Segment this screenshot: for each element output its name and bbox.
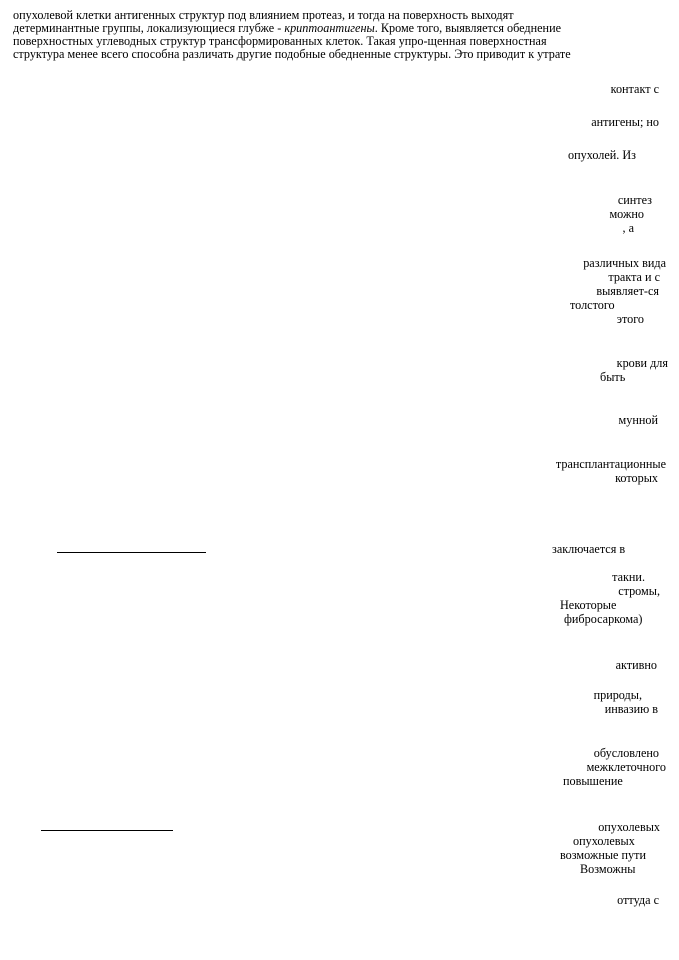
text-fragment: Возможны: [580, 862, 636, 876]
paragraph-line-2-end: . Кроме того, выявляется обеднение: [374, 20, 561, 35]
text-fragment: стромы,: [618, 584, 660, 598]
text-fragment: тракта и с: [608, 270, 660, 284]
text-fragment: контакт с: [610, 82, 659, 96]
text-fragment: можно: [609, 207, 644, 221]
text-fragment: мунной: [618, 413, 658, 427]
text-fragment: быть: [600, 370, 626, 384]
text-fragment: оттуда с: [617, 893, 659, 907]
text-fragment: активно: [615, 658, 657, 672]
text-fragment: толстого: [570, 298, 615, 312]
text-fragment: различных вида: [583, 256, 666, 270]
footnote-rule-1: [57, 552, 206, 553]
text-fragment: опухолевых: [598, 820, 660, 834]
text-fragment: Некоторые: [560, 598, 617, 612]
paragraph-line-1: опухолевой клетки антигенных структур под влиянием протеаз, и тогда на поверхность выходят: [13, 8, 514, 22]
text-fragment: повышение: [563, 774, 623, 788]
text-fragment: фибросаркома): [564, 612, 643, 626]
text-fragment: крови для: [616, 356, 668, 370]
text-fragment: возможные пути: [560, 848, 646, 862]
text-fragment: обусловлено: [593, 746, 659, 760]
text-fragment: заключается в: [552, 542, 626, 556]
text-fragment: опухолей. Из: [568, 148, 636, 162]
text-fragment: синтез: [617, 193, 652, 207]
text-fragment: выявляет-ся: [596, 284, 659, 298]
text-fragment: такни.: [612, 570, 645, 584]
text-fragment: опухолевых: [573, 834, 635, 848]
paragraph-line-4: структура менее всего способна различать другие подобные обедненные структуры. Это приводит к утрате: [13, 46, 571, 61]
paragraph-line-3: поверхностных углеводных структур трансформированных клеток. Такая упро-щенная поверхностная: [13, 33, 547, 48]
text-fragment: инвазию в: [604, 702, 658, 716]
text-fragment: трансплантационные: [555, 457, 666, 471]
text-fragment: этого: [616, 312, 644, 326]
text-fragment: антигены; но: [591, 115, 659, 129]
paragraph-line-2-start: детерминантные группы, локализующиеся глубже -: [13, 20, 285, 35]
text-fragment: межклеточного: [586, 760, 666, 774]
footnote-rule-2: [41, 830, 173, 831]
text-fragment: , а: [622, 221, 634, 235]
term-cryptoantigens: криптоантигены: [284, 20, 375, 35]
paragraph-line-2: [13, 22, 668, 35]
text-fragment: природы,: [593, 688, 642, 702]
body-paragraph: [13, 9, 668, 61]
text-fragment: которых: [615, 471, 658, 485]
